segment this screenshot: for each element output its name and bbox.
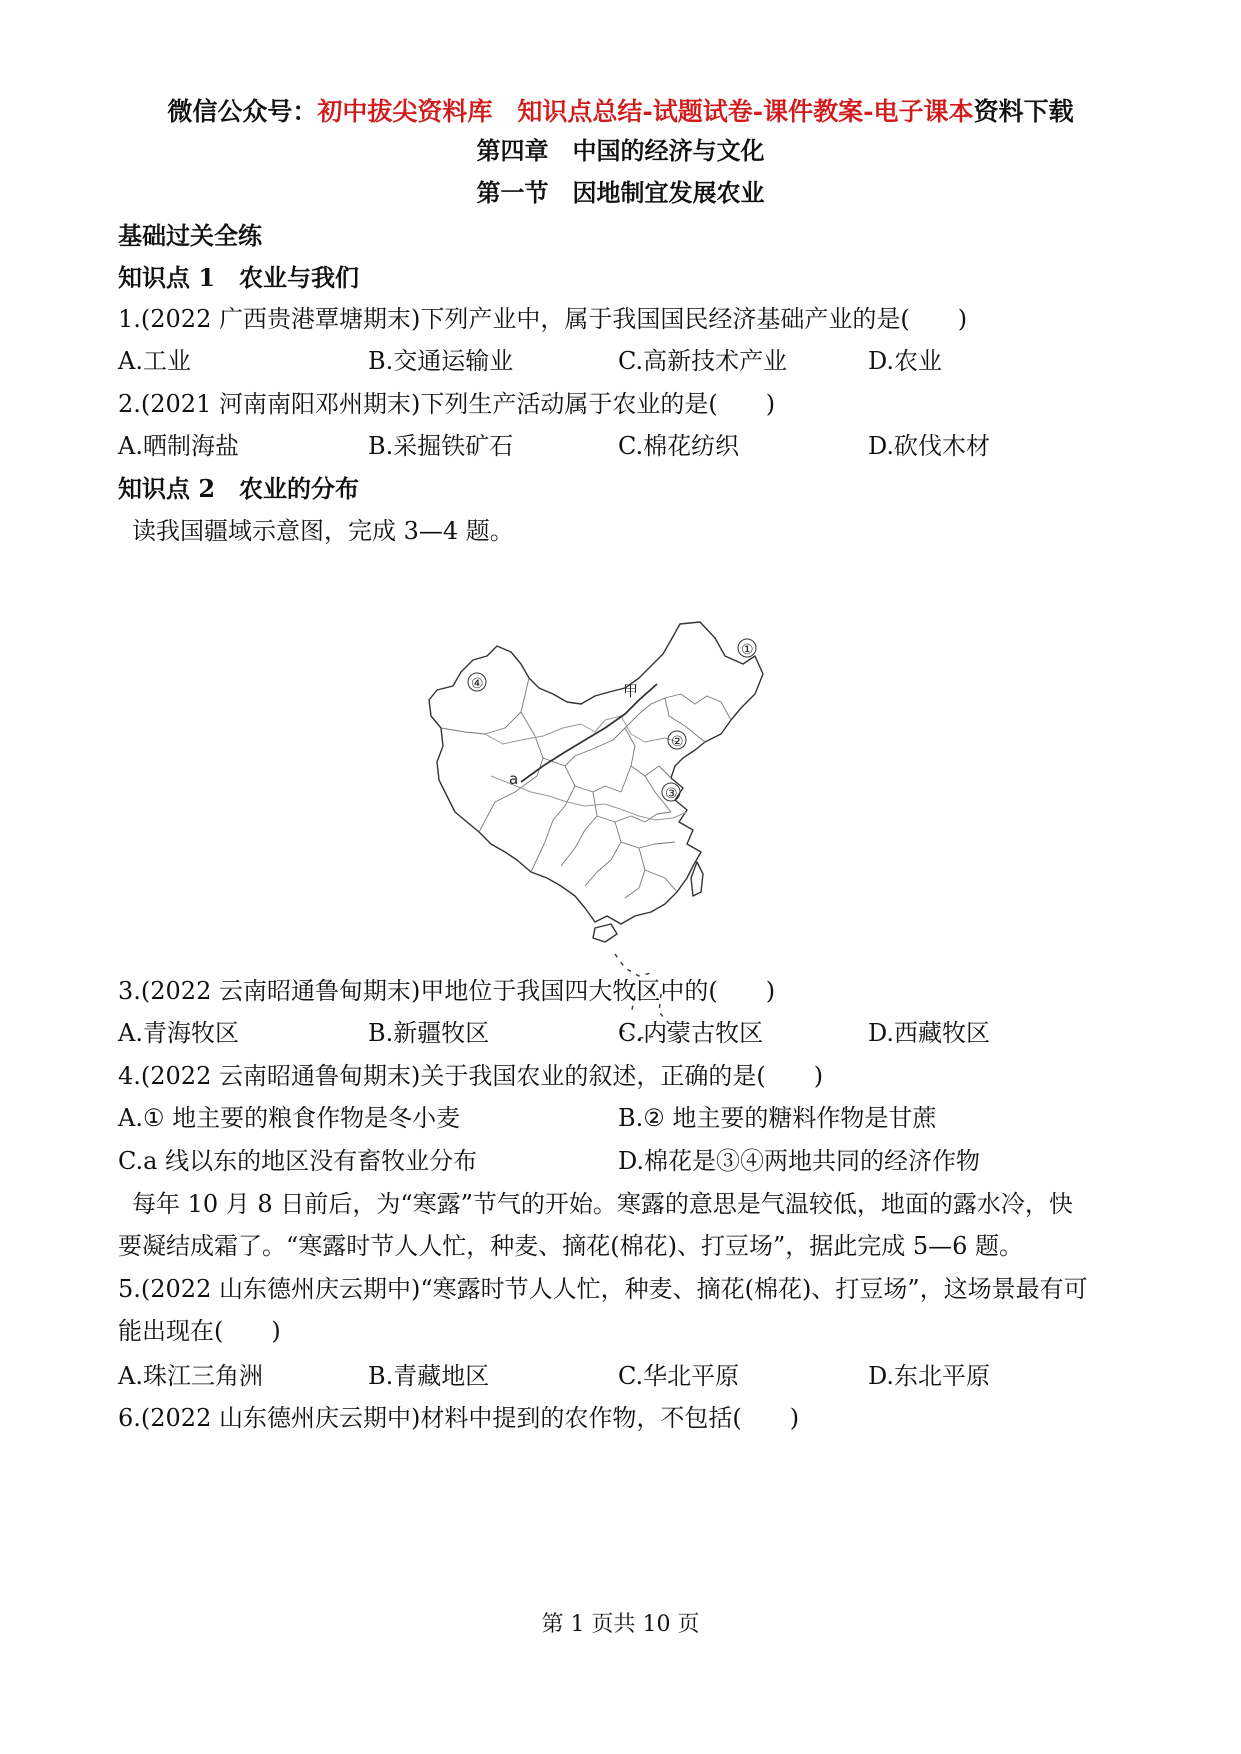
page-footer: 第 1 页共 10 页: [541, 1612, 700, 1637]
practice-title: 基础过关全练: [118, 221, 262, 250]
question-3-option-a: A.青海牧区: [118, 1019, 239, 1047]
header-banner: [0, 96, 1241, 128]
question-3-option-b: B.新疆牧区: [368, 1019, 490, 1047]
question-1-option-a: A.工业: [118, 347, 191, 375]
question-4-stem: 4.(2022 云南昭通鲁甸期末)关于我国农业的叙述，正确的是( ): [118, 1062, 824, 1090]
question-5-option-c: C.华北平原: [618, 1362, 740, 1390]
map-outline: [429, 622, 763, 924]
question-2-stem: 2.(2021 河南南阳邓州期末)下列生产活动属于农业的是( ): [118, 390, 776, 418]
question-2-option-c: C.棉花纺织: [618, 432, 740, 460]
header-suffix: 资料下载: [973, 97, 1074, 126]
map-label-1: ①: [741, 642, 754, 658]
question-5-option-b: B.青藏地区: [368, 1362, 490, 1390]
question-2-option-d: D.砍伐木材: [868, 432, 991, 460]
question-5-option-a: A.珠江三角洲: [118, 1362, 263, 1390]
question-5-stem-line-2: 能出现在( ): [118, 1317, 281, 1345]
map-label-3: ③: [665, 786, 678, 802]
province-borders: [441, 678, 731, 898]
river-changjiang: [491, 776, 687, 820]
river-huanghe: [485, 716, 677, 744]
question-6-stem: 6.(2022 山东德州庆云期中)材料中提到的农作物，不包括( ): [118, 1404, 800, 1432]
question-1-option-b: B.交通运输业: [368, 347, 514, 375]
question-2-option-b: B.采掘铁矿石: [368, 432, 514, 460]
question-2-option-a: A.晒制海盐: [118, 432, 239, 460]
question-4-option-b: B.② 地主要的糖料作物是甘蔗: [618, 1104, 937, 1132]
question-4-option-a: A.① 地主要的粮食作物是冬小麦: [118, 1104, 461, 1132]
map-intro: 读我国疆域示意图，完成 3—4 题。: [132, 517, 514, 545]
question-3-stem: 3.(2022 云南昭通鲁甸期末)甲地位于我国四大牧区中的( ): [118, 977, 776, 1005]
hainan-island: [593, 924, 617, 942]
question-1-stem: 1.(2022 广西贵港覃塘期末)下列产业中，属于我国国民经济基础产业的是( ): [118, 305, 968, 333]
map-label-2: ②: [671, 734, 684, 750]
question-5-option-d: D.东北平原: [868, 1362, 991, 1390]
map-label-4: ④: [471, 676, 484, 692]
header-prefix: 微信公众号：: [167, 97, 318, 126]
question-5-stem-line-1: 5.(2022 山东德州庆云期中)“寒露时节人人忙，种麦、摘花(棉花)、打豆场”，这场景最有可: [118, 1275, 1088, 1303]
section-title: 第一节 因地制宜发展农业: [476, 178, 765, 207]
passage-line-2: 要凝结成霜了。“寒露时节人人忙，种麦、摘花(棉花)、打豆场”，据此完成 5—6 题。: [118, 1232, 1024, 1260]
header-highlight: 初中拔尖资料库 知识点总结-试题试卷-课件教案-电子课本: [317, 97, 974, 126]
map-label-a: a: [509, 770, 519, 788]
question-1-option-d: D.农业: [868, 347, 943, 375]
map-label-jia: 甲: [623, 682, 639, 700]
question-3-option-d: D.西藏牧区: [868, 1019, 991, 1047]
chapter-title: 第四章 中国的经济与文化: [476, 136, 765, 165]
knowledge-point-1: 知识点 1 农业与我们: [118, 263, 360, 292]
knowledge-point-2: 知识点 2 农业的分布: [118, 474, 360, 503]
question-3-option-c: C.内蒙古牧区: [618, 1019, 764, 1047]
passage-line-1: 每年 10 月 8 日前后，为“寒露”节气的开始。寒露的意思是气温较低，地面的露水冷，快: [132, 1190, 1073, 1218]
question-1-option-c: C.高新技术产业: [618, 347, 788, 375]
question-4-option-c: C.a 线以东的地区没有畜牧业分布: [118, 1147, 478, 1175]
question-4-option-d: D.棉花是③④两地共同的经济作物: [618, 1147, 981, 1175]
